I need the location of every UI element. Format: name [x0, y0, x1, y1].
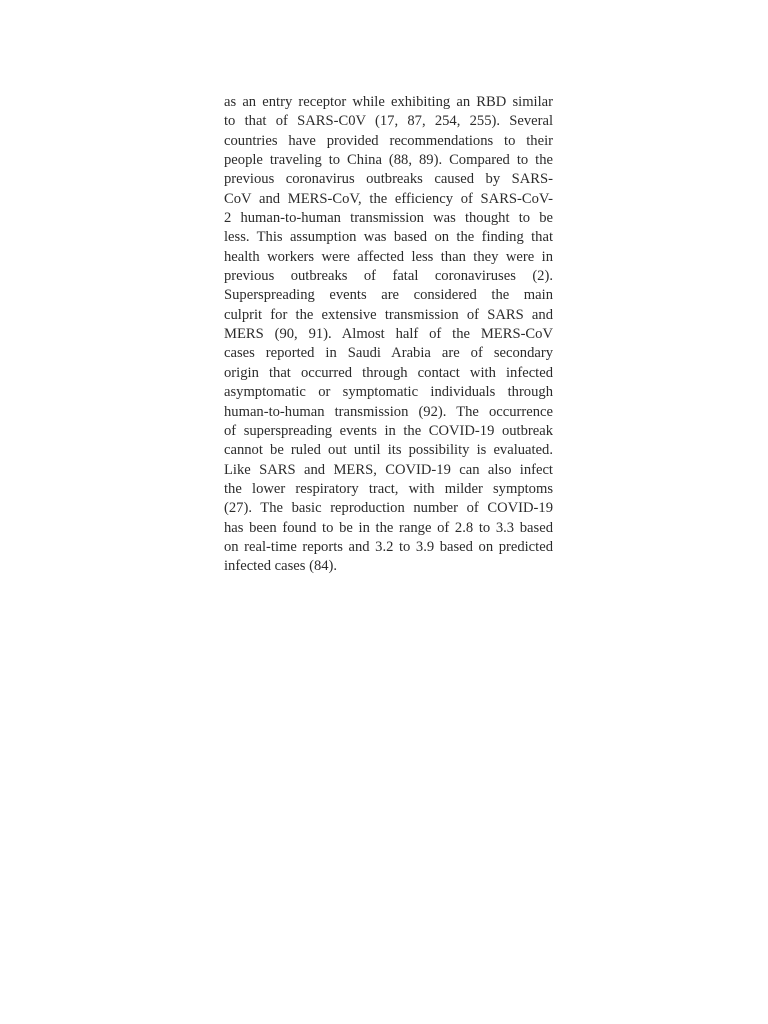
paragraph-line: health workers were affected less than they were in: [224, 248, 553, 265]
paragraph-line: as an entry receptor while exhibiting an RBD similar: [224, 94, 553, 110]
paragraph-line: of superspreading events in the COVID-19 outbreak: [224, 422, 553, 439]
paragraph-line: has been found to be in the range of 2.8 to 3.3 based: [224, 519, 553, 536]
paragraph-line: CoV and MERS-CoV, the efficiency of SARS-CoV-: [224, 190, 553, 207]
paragraph-line: infected cases (84).: [224, 558, 338, 575]
paragraph-line: Superspreading events are considered the main: [224, 287, 553, 304]
paragraph-line: cases reported in Saudi Arabia are of secondary: [224, 345, 553, 362]
paragraph-line: on real-time reports and 3.2 to 3.9 based on predicted: [224, 538, 553, 555]
paragraph-line: MERS (90, 91). Almost half of the MERS-CoV: [224, 326, 553, 343]
paragraph-line: culprit for the extensive transmission of SARS and: [224, 306, 553, 323]
paragraph-line: previous coronavirus outbreaks caused by SARS-: [224, 171, 553, 188]
paragraph-line: human-to-human transmission (92). The occurrence: [224, 403, 553, 420]
paragraph-line: to that of SARS-C0V (17, 87, 254, 255). Several: [224, 113, 553, 130]
paragraph-line: previous outbreaks of fatal coronaviruses (2).: [224, 268, 553, 285]
paragraph-line: people traveling to China (88, 89). Compared to the: [224, 152, 553, 169]
paragraph-line: origin that occurred through contact with infected: [224, 364, 553, 381]
paragraph-line: the lower respiratory tract, with milder symptoms: [224, 480, 553, 497]
paragraph-line: (27). The basic reproduction number of COVID-19: [224, 500, 553, 517]
paragraph-line: Like SARS and MERS, COVID-19 can also infect: [224, 461, 553, 478]
paragraph-line: countries have provided recommendations to their: [224, 132, 553, 149]
paragraph-line: less. This assumption was based on the finding that: [224, 229, 553, 246]
paragraph-line: cannot be ruled out until its possibility is evaluated.: [224, 442, 553, 459]
body-paragraph: [224, 93, 553, 577]
paragraph-line: 2 human-to-human transmission was thought to be: [224, 210, 553, 227]
paragraph-line: asymptomatic or symptomatic individuals through: [224, 384, 553, 401]
